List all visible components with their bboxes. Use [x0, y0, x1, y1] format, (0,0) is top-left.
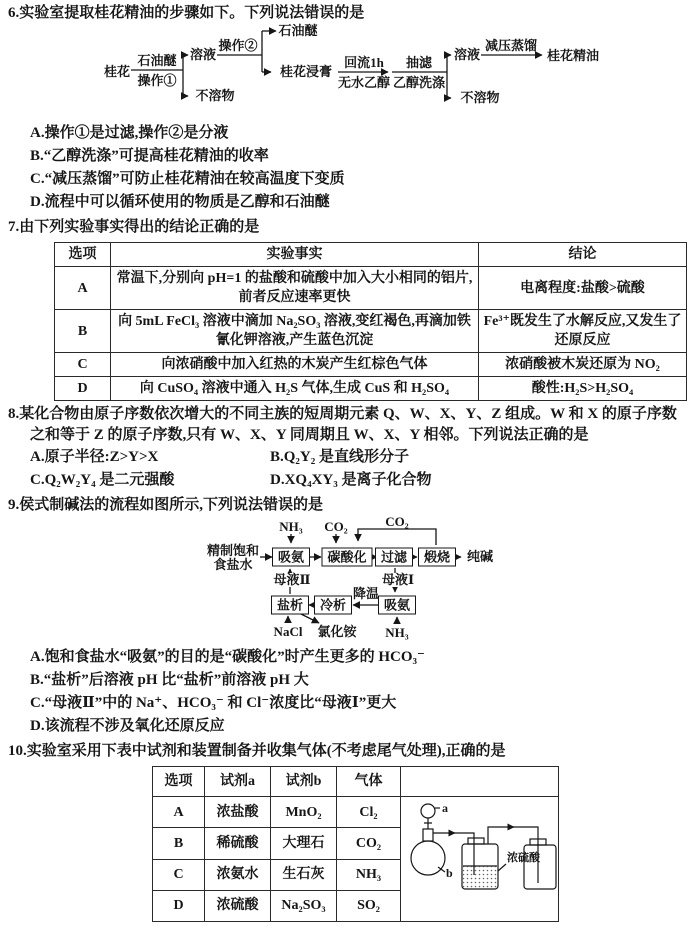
q10-b-option: B [153, 828, 205, 859]
question-6 [0, 0, 692, 214]
flow-label-muye-2: 母液Ⅱ [273, 572, 311, 587]
flow-label-muye-1: 母液Ⅰ [381, 572, 415, 587]
q7-b-fact: 向 5mL FeCl₃ 溶液中滴加 Na₂SO₃ 溶液,变红褐色,再滴加铁氰化钾溶液,产生蓝色沉淀 [111, 310, 479, 353]
apparatus-label-a: a [441, 801, 448, 815]
round-bottom-flask [411, 841, 445, 875]
flow-node-rongye-1: 溶液 [189, 47, 217, 62]
apparatus-cell [401, 797, 559, 922]
q10-header-row [153, 767, 559, 797]
q10-d-option: D [153, 890, 205, 921]
q10-c-reagent-b: 生石灰 [271, 859, 337, 890]
q8-option-d: D.XQ₄XY₃ 是离子化合物 [270, 472, 432, 488]
q9-option-c: C.“母液Ⅱ”中的 Na⁺、HCO₃⁻ 和 Cl⁻浓度比“母液Ⅰ”更大 [30, 695, 397, 711]
flow-feed-line1: 精制饱和 [206, 543, 260, 558]
q10-b-reagent-a: 稀硫酸 [205, 828, 271, 859]
flow-node-chunjian: 纯碱 [466, 549, 494, 564]
q6-option-a: A.操作①是过滤,操作②是分液 [30, 125, 229, 141]
flow-label-choulv: 抽滤 [405, 55, 433, 70]
flow-co2-input: CO₂ [324, 519, 348, 534]
flow-box-duanshao: 煅烧 [418, 548, 456, 567]
q8-option-c: C.Q₂W₂Y₄ 是二元强酸 [30, 472, 175, 488]
q10-b-gas: CO₂ [337, 828, 401, 859]
q10-c-option: C [153, 859, 205, 890]
acid-liquid [463, 867, 497, 889]
flask-neck [423, 829, 433, 841]
q7-b-option: B [55, 310, 111, 353]
q8-options [0, 446, 692, 492]
q7-row-d [55, 377, 687, 401]
question-9 [0, 492, 692, 738]
q10-c-gas: NH₃ [337, 859, 401, 890]
flow-label-shiyoumi-1: 石油醚 [137, 53, 177, 68]
flow-nh3-input: NH₃ [279, 519, 303, 534]
q6-option-c: C.“减压蒸馏”可防止桂花精油在较高温度下变质 [30, 171, 345, 187]
flow-box-lengxi: 冷析 [314, 596, 352, 615]
q6-option-b: B.“乙醇洗涤”可提高桂花精油的收率 [30, 148, 269, 164]
column-header-reagent-b: 试剂b [271, 767, 337, 797]
flow-node-shiyoumi-2: 石油醚 [278, 23, 318, 38]
question-10 [0, 738, 692, 922]
q10-a-reagent-b: MnO₂ [271, 797, 337, 828]
flow-node-burongwu-2: 不溶物 [460, 90, 500, 105]
q6-stem: 6.实验室提取桂花精油的步骤如下。下列说法错误的是 [8, 5, 365, 21]
q10-row-a [153, 797, 559, 828]
q6-flow-diagram [0, 24, 692, 122]
flow-label-caozuo-1: 操作① [137, 73, 177, 88]
q7-stem: 7.由下列实验事实得出的结论正确的是 [8, 219, 260, 235]
flow-label-huiliu: 回流1h [344, 55, 384, 70]
bottle1-stopper [468, 838, 484, 844]
flow-feed-line2: 食盐水 [213, 557, 253, 572]
flow-node-burongwu-1: 不溶物 [195, 88, 235, 103]
q10-d-reagent-a: 浓硫酸 [205, 890, 271, 921]
question-8 [0, 401, 692, 492]
q8-stem: 8.某化合物由原子序数依次增大的不同主族的短周期元素 Q、W、X、Y、Z 组成。W 和 X 的原子序数之和等于 Z 的原子序数,只有 W、X、Y 同周期且 W、X、Y 相邻。下列说法正确的是 [8, 406, 677, 443]
q7-d-option: D [55, 377, 111, 401]
q9-stem: 9.侯式制碱法的流程如图所示,下列说法错误的是 [8, 497, 324, 513]
flow-box-tansuanhua: 碳酸化 [321, 548, 372, 567]
q7-row-a [55, 267, 687, 310]
flow-nh3-input-bottom: NH₃ [385, 625, 409, 640]
q7-d-fact: 向 CuSO₄ 溶液中通入 H₂S 气体,生成 CuS 和 H₂SO₄ [111, 377, 479, 401]
q10-d-reagent-b: Na₂SO₃ [271, 890, 337, 921]
column-header-reagent-a: 试剂a [205, 767, 271, 797]
q7-a-fact: 常温下,分别向 pH=1 的盐酸和硫酸中加入大小相同的铝片,前者反应速率更快 [111, 267, 479, 310]
flow-box-xian-1: 吸氨 [272, 548, 310, 567]
q7-row-b [55, 310, 687, 353]
flow-box-xian-2: 吸氨 [378, 596, 416, 615]
q7-c-fact: 向浓硝酸中加入红热的木炭产生红棕色气体 [111, 353, 479, 377]
q10-b-reagent-b: 大理石 [271, 828, 337, 859]
apparatus-label-b: b [445, 866, 453, 880]
q10-a-gas: Cl₂ [337, 797, 401, 828]
q7-b-conclusion: Fe³⁺既发生了水解反应,又发生了还原反应 [479, 310, 687, 353]
flow-label-jianya-zhengliu: 减压蒸馏 [484, 38, 538, 53]
q9-option-d: D.该流程不涉及氧化还原反应 [30, 718, 225, 734]
q7-a-option: A [55, 267, 111, 310]
flow-node-rongye-2: 溶液 [453, 47, 481, 62]
flow-label-jiangwen: 降温 [352, 586, 380, 601]
flow-label-wushui-yichun: 无水乙醇 [337, 75, 391, 90]
flow-co2-recycle: CO₂ [385, 514, 409, 529]
question-7 [0, 214, 692, 401]
flow-node-jingao: 桂花浸膏 [279, 64, 333, 79]
q9-flow-diagram [0, 516, 692, 646]
q7-table [54, 242, 687, 401]
q10-a-option: A [153, 797, 205, 828]
q7-c-conclusion: 浓硝酸被木炭还原为 NO₂ [479, 353, 687, 377]
apparatus-column-header [401, 767, 559, 797]
flow-node-jingyou: 桂花精油 [546, 48, 600, 63]
q7-c-option: C [55, 353, 111, 377]
q7-d-conclusion: 酸性:H₂S>H₂SO₄ [479, 377, 687, 401]
flow-box-yanxi: 盐析 [271, 596, 309, 615]
q10-table [152, 766, 559, 922]
q8-option-a: A.原子半径:Z>Y>X [30, 449, 159, 465]
column-header-option: 选项 [55, 243, 111, 267]
flow-label-yichun-xidi: 乙醇洗涤 [392, 75, 446, 90]
q10-stem: 10.实验室采用下表中试剂和装置制备并收集气体(不考虑尾气处理),正确的是 [8, 743, 506, 759]
q10-c-reagent-a: 浓氨水 [205, 859, 271, 890]
q10-a-reagent-a: 浓盐酸 [205, 797, 271, 828]
q9-option-b: B.“盐析”后溶液 pH 比“盐析”前溶液 pH 大 [30, 672, 309, 688]
flow-node-lvhuaan: 氯化铵 [317, 624, 357, 639]
column-header-option: 选项 [153, 767, 205, 797]
q6-option-d: D.流程中可以循环使用的物质是乙醇和石油醚 [30, 194, 330, 210]
q7-a-conclusion: 电离程度:盐酸>硫酸 [479, 267, 687, 310]
flow-node-guihua: 桂花 [103, 64, 131, 79]
q10-d-gas: SO₂ [337, 890, 401, 921]
gas-apparatus-diagram [402, 797, 558, 915]
dropping-funnel-bulb [421, 804, 435, 818]
column-header-gas: 气体 [337, 767, 401, 797]
flow-nacl-input: NaCl [273, 624, 303, 639]
column-header-conclusion: 结论 [479, 243, 687, 267]
flow-box-guolv: 过滤 [375, 548, 413, 567]
q8-option-b: B.Q₂Y₂ 是直线形分子 [270, 449, 409, 465]
q9-option-a: A.饱和食盐水“吸氨”的目的是“碳酸化”时产生更多的 HCO₃⁻ [30, 649, 425, 665]
q7-header-row [55, 243, 687, 267]
q7-row-c [55, 353, 687, 377]
acid-label: 浓硫酸 [506, 852, 540, 864]
flow-label-caozuo-2: 操作② [218, 38, 258, 53]
column-header-fact: 实验事实 [111, 243, 479, 267]
